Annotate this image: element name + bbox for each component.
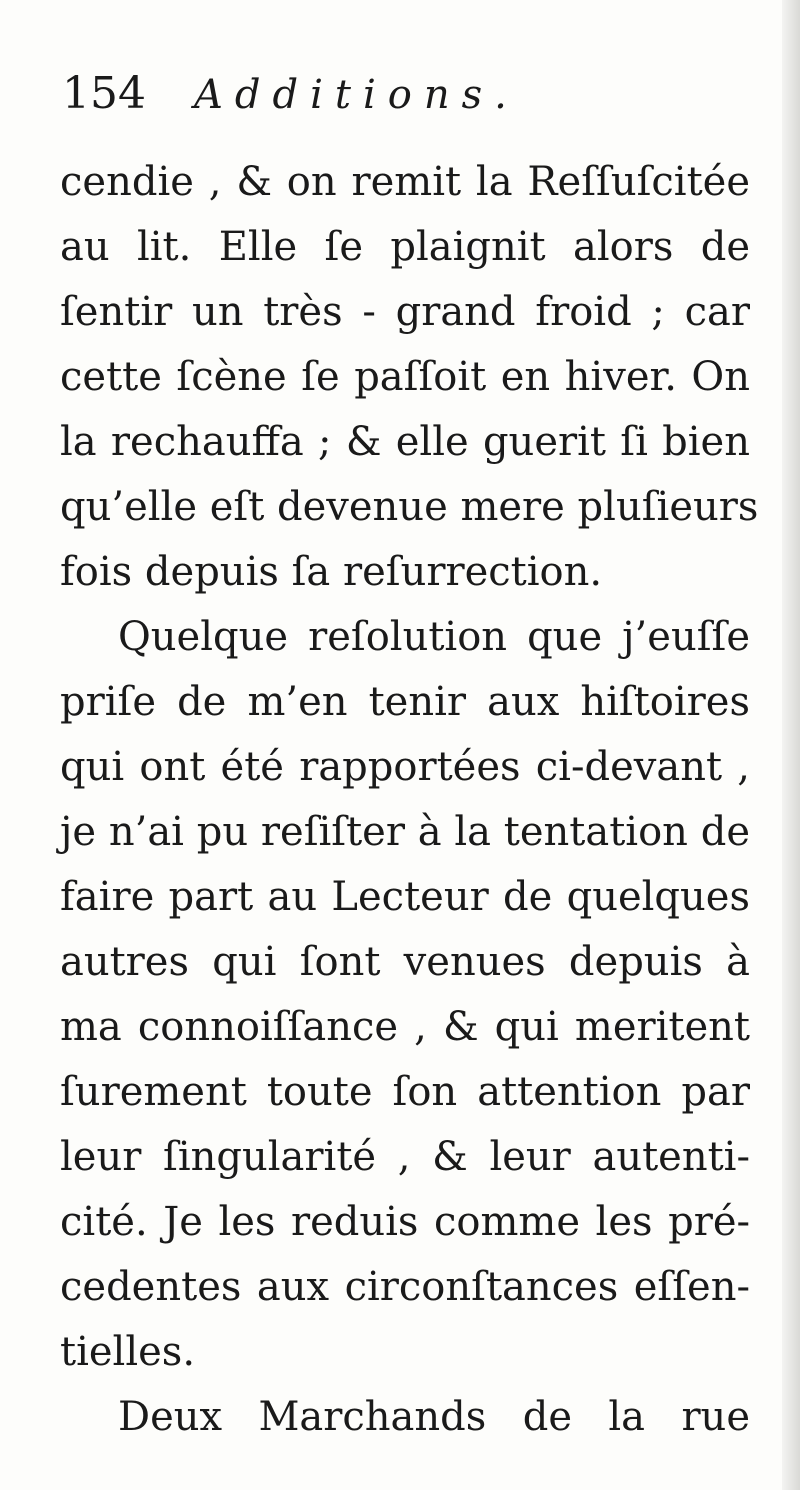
text-line: leur ſingularité , & leur autenti- [60, 1134, 750, 1180]
text-line: cité. Je les reduis comme les pré- [60, 1199, 750, 1245]
text-line: ſentir un très - grand froid ; car [60, 289, 750, 335]
text-line: cendie , & on remit la Reſſuſcitée [60, 159, 750, 205]
text-line: je n’ai pu reſiſter à la tentation de [60, 809, 750, 855]
text-line: ma connoiſſance , & qui meritent [60, 1004, 750, 1050]
page-edge-shadow [782, 0, 800, 1490]
text-line: la rechauffa ; & elle guerit ſi bien [60, 419, 750, 465]
running-head: Additions. [193, 72, 519, 118]
text-line: priſe de m’en tenir aux hiſtoires [60, 679, 750, 725]
paragraph-first-line: Deux Marchands de la rue [118, 1394, 750, 1440]
text-line: qui ont été rapportées ci-devant , [60, 744, 750, 790]
text-line: ſurement toute ſon attention par [60, 1069, 750, 1115]
text-line: faire part au Lecteur de quelques [60, 874, 750, 920]
page-number: 154 [62, 68, 146, 119]
text-line: cedentes aux circonſtances eſſen- [60, 1264, 750, 1310]
text-line: tielles. [60, 1329, 196, 1375]
text-line: autres qui ſont venues depuis à [60, 939, 750, 985]
paragraph-first-line: Quelque reſolution que j’euſſe [118, 614, 750, 660]
text-line: au lit. Elle ſe plaignit alors de [60, 224, 750, 270]
page-header [62, 68, 519, 132]
body-text [60, 150, 759, 1450]
text-line: fois depuis ſa reſurrection. [60, 549, 603, 595]
text-line: cette ſcène ſe paſſoit en hiver. On [60, 354, 750, 400]
text-line: qu’elle eſt devenue mere pluſieurs [60, 484, 759, 530]
